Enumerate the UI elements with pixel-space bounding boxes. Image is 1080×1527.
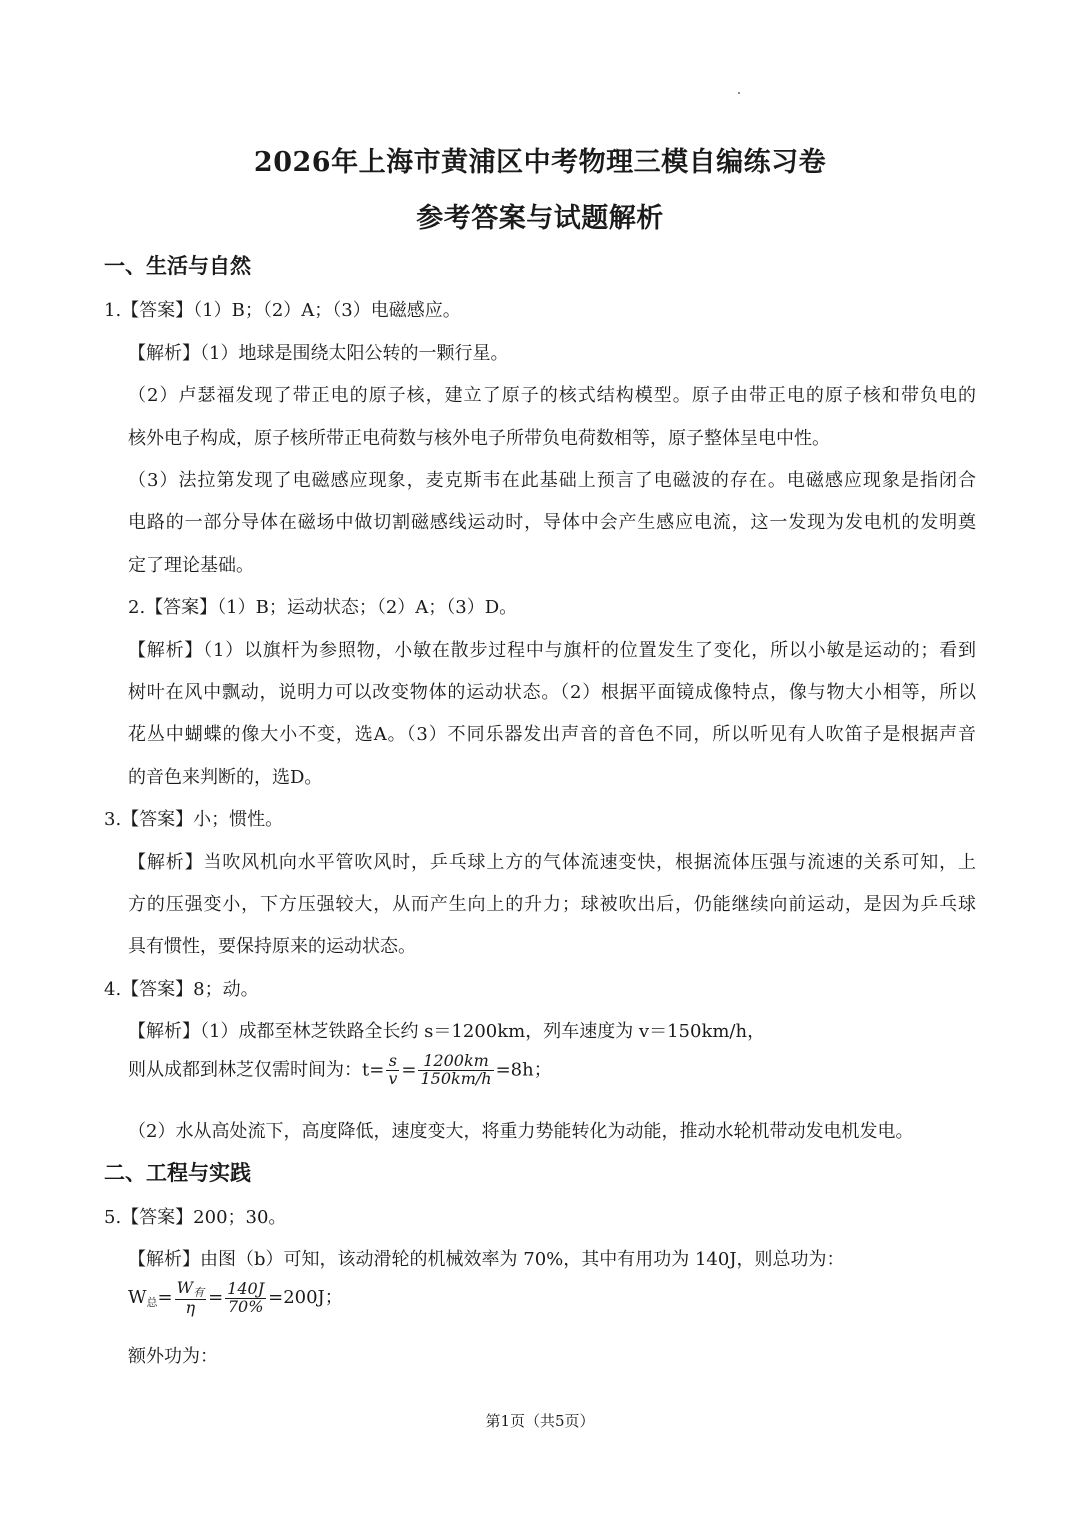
- q4-explanation-line-3: （2）水从高处流下，高度降低，速度变大，将重力势能转化为动能，推动水轮机带动发电机发电。: [128, 1121, 914, 1142]
- equals-sign: =: [208, 1287, 224, 1309]
- q5-w-symbol: W: [128, 1287, 147, 1309]
- document-subtitle: 参考答案与试题解析: [416, 203, 664, 234]
- q4-formula-prefix: 则从成都到林芝仅需时间为：t=: [128, 1059, 385, 1081]
- q1-explanation-2-line-1: （2）卢瑟福发现了带正电的原子核，建立了原子的核式结构模型。原子由带正电的原子核和带负电的: [128, 385, 976, 406]
- page-footer: 第1页（共5页）: [485, 1412, 595, 1430]
- q5-fraction-w-over-eta: [175, 1280, 206, 1316]
- document-title: 2026年上海市黄浦区中考物理三模自编练习卷: [253, 147, 827, 178]
- numerator-subscript: 有: [193, 1286, 205, 1299]
- q4-formula-result: =8h；: [495, 1059, 552, 1081]
- q5-explanation-line-1: 【解析】由图（b）可知，该动滑轮的机械效率为 70%，其中有用功为 140J，则总功为：: [128, 1249, 845, 1270]
- q2-explanation-line-1: 【解析】（1）以旗杆为参照物，小敏在散步过程中与旗杆的位置发生了变化，所以小敏是运动的；看到: [128, 640, 976, 661]
- q5-w-subscript: 总: [146, 1296, 158, 1310]
- q3-explanation-line-1: 【解析】当吹风机向水平管吹风时，乒乓球上方的气体流速变快，根据流体压强与流速的关系可知，上: [128, 852, 976, 873]
- q4-answer: 4.【答案】8；动。: [104, 979, 259, 1000]
- q5-formula-line: [128, 1280, 343, 1316]
- q1-explanation-3-line-2: 电路的一部分导体在磁场中做切割磁感线运动时，导体中会产生感应电流，这一发现为发电机的发明奠: [128, 512, 976, 533]
- equals-sign: =: [157, 1287, 173, 1309]
- q4-formula-line: [128, 1053, 552, 1088]
- section-heading-2: 二、工程与实践: [104, 1160, 251, 1185]
- fraction-numerator: 1200km: [418, 1053, 493, 1071]
- fraction-numerator: s: [386, 1053, 399, 1071]
- numerator-symbol: W: [176, 1278, 194, 1297]
- q2-explanation-line-2: 树叶在风中飘动，说明力可以改变物体的运动状态。（2）根据平面镜成像特点，像与物大小相等，所以: [128, 682, 976, 703]
- q5-formula-result: =200J；: [268, 1287, 343, 1309]
- fraction-numerator: [175, 1280, 206, 1300]
- q1-explanation-1: 【解析】（1）地球是围绕太阳公转的一颗行星。: [128, 343, 509, 364]
- fraction-denominator: v: [388, 1068, 398, 1088]
- q3-explanation-line-2: 方的压强变小，下方压强较大，从而产生向上的升力；球被吹出后，仍能继续向前运动，是因为乒乓球: [128, 894, 976, 915]
- q5-answer: 5.【答案】200；30。: [104, 1207, 287, 1228]
- q3-explanation-line-3: 具有惯性，要保持原来的运动状态。: [128, 936, 416, 957]
- section-heading-1: 一、生活与自然: [104, 253, 251, 278]
- fraction-denominator: η: [185, 1297, 196, 1317]
- equals-sign: =: [401, 1059, 417, 1081]
- q1-explanation-3-line-1: （3）法拉第发现了电磁感应现象，麦克斯韦在此基础上预言了电磁波的存在。电磁感应现象是指闭合: [128, 470, 976, 491]
- q4-explanation-line-1: 【解析】（1）成都至林芝铁路全长约 s＝1200km，列车速度为 v＝150km/h，: [128, 1021, 766, 1042]
- fraction-numerator: 140J: [227, 1278, 265, 1298]
- q1-explanation-3-line-3: 定了理论基础。: [128, 555, 254, 576]
- q1-answer: 1.【答案】（1）B；（2）A；（3）电磁感应。: [104, 300, 461, 321]
- q4-fraction-s-over-v: [386, 1053, 399, 1088]
- q5-explanation-line-3: 额外功为：: [128, 1346, 218, 1367]
- q2-explanation-line-4: 的音色来判断的，选D。: [128, 767, 323, 788]
- fraction-denominator: 150km/h: [420, 1068, 492, 1088]
- q2-answer: 2.【答案】（1）B；运动状态；（2）A；（3）D。: [128, 597, 518, 618]
- scan-speck: [738, 92, 740, 94]
- q2-explanation-line-3: 花丛中蝴蝶的像大小不变，选A。（3）不同乐器发出声音的音色不同，所以听见有人吹笛子是根据声音: [128, 724, 976, 745]
- q5-fraction-values: [225, 1278, 266, 1316]
- q1-explanation-2-line-2: 核外电子构成，原子核所带正电荷数与核外电子所带负电荷数相等，原子整体呈电中性。: [128, 428, 830, 449]
- fraction-denominator: 70%: [227, 1296, 264, 1316]
- q3-answer: 3.【答案】小；惯性。: [104, 809, 284, 830]
- q4-fraction-values: [418, 1053, 493, 1088]
